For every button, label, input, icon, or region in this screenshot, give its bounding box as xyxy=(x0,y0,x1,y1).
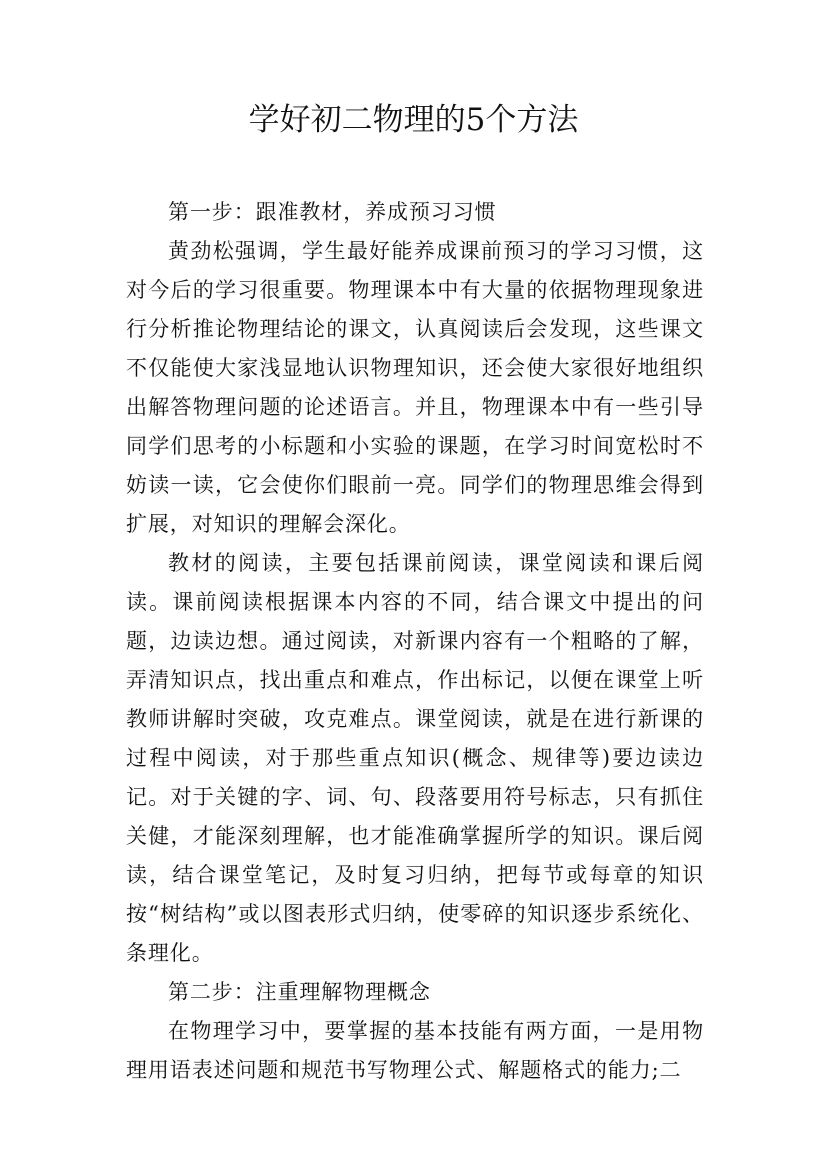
preview-habit-paragraph: 黄劲松强调，学生最好能养成课前预习的学习习惯，这对今后的学习很重要。物理课本中有大量的依据物理现象进行分析推论物理结论的课文，认真阅读后会发现，这些课文不仅能使大家浅显地认识物理知识，还会使大家很好地组织出解答物理问题的论述语言。并且，物理课本中有一些引导同学们思考的小标题和小实验的课题，在学习时间宽松时不妨读一读，它会使你们眼前一亮。同学们的物理思维会得到扩展，对知识的理解会深化。 xyxy=(126,239,704,536)
document-body xyxy=(126,193,704,1090)
document-title: 学好初二物理的5个方法 xyxy=(248,102,579,138)
step-two-heading: 第二步：注重理解物理概念 xyxy=(168,980,431,1004)
basic-skills-paragraph: 在物理学习中，要掌握的基本技能有两方面，一是用物理用语表述问题和规范书写物理公式、解题格式的能力;二 xyxy=(126,1019,704,1082)
step-one-heading: 第一步：跟准教材，养成预习习惯 xyxy=(168,200,497,224)
textbook-reading-paragraph: 教材的阅读，主要包括课前阅读，课堂阅读和课后阅读。课前阅读根据课本内容的不同，结合课文中提出的问题，边读边想。通过阅读，对新课内容有一个粗略的了解，弄清知识点，找出重点和难点，作出标记，以便在课堂上听教师讲解时突破，攻克难点。课堂阅读，就是在进行新课的过程中阅读，对于那些重点知识(概念、规律等)要边读边记。对于关键的字、词、句、段落要用符号标志，只有抓住关健，才能深刻理解，也才能准确掌握所学的知识。课后阅读，结合课堂笔记，及时复习归纳，把每节或每章的知识按“树结构”或以图表形式归纳，使零碎的知识逐步系统化、条理化。 xyxy=(126,551,704,965)
